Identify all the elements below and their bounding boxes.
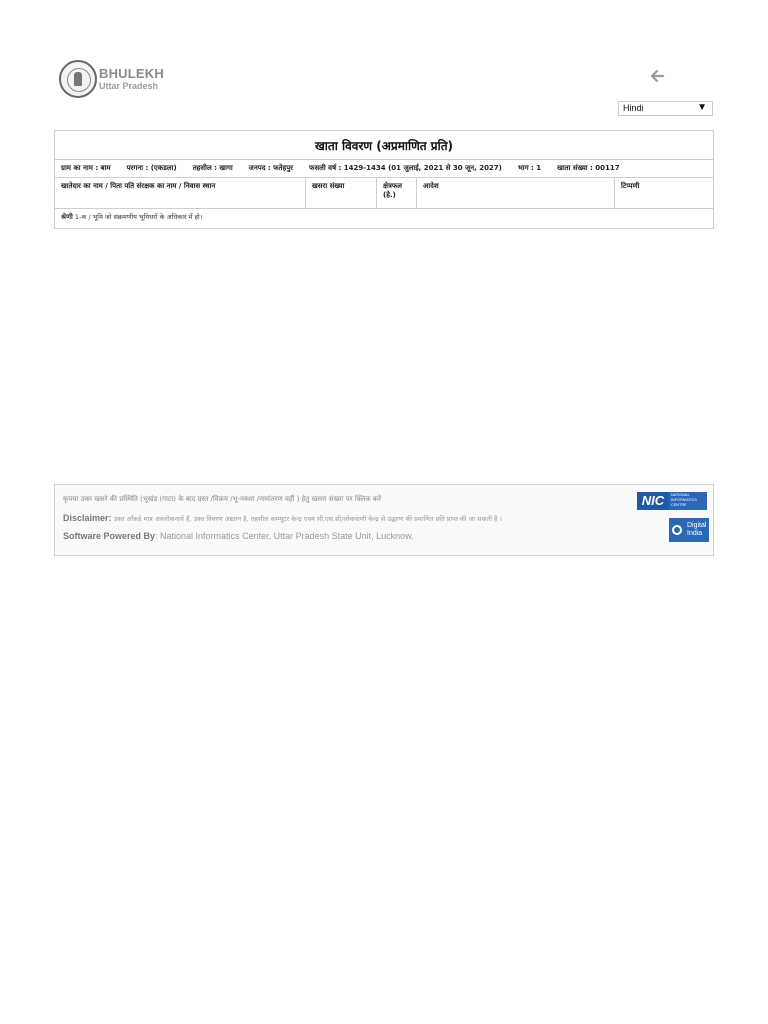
col-area: क्षेत्रफल (हे.) [377, 178, 417, 208]
disclaimer [63, 513, 502, 523]
disclaimer-text: उक्त आँकड़े मात्र अवलोकनार्थ हैं, उक्त विवरण अद्यतन है, तहसील कम्प्यूटर केन्द्र एवम सी.एस.सी/लोकवाणी केन्द्र से उद्धरण की प्रमाणित प्रति प्राप्त की जा सकती है । [113, 515, 503, 523]
col-khasra-number: खसरा संख्या [306, 178, 377, 208]
fasli-year: फसली वर्ष : 1429-1434 (01 जुलाई, 2021 से 30 जून, 2027) [309, 164, 502, 172]
language-selected: Hindi [623, 103, 644, 113]
category-label: श्रेणी [61, 213, 73, 221]
district: जनपद : फतेहपुर [248, 164, 294, 172]
village-name: ग्राम का नाम : बाम [61, 164, 111, 172]
language-select[interactable] [618, 101, 713, 116]
category-text: 1-क / भूमि जो संक्रमणीय भूमिधरों के अधिकार में हो। [74, 213, 203, 221]
col-remarks: टिप्पणी [621, 182, 640, 190]
khata-meta [55, 160, 713, 178]
table-header-row [55, 178, 713, 209]
khata-title: खाता विवरण (अप्रमाणित प्रति) [55, 131, 713, 160]
category-note [55, 209, 713, 228]
up-emblem-logo [59, 60, 97, 98]
nic-text: NATIONAL INFORMATICS CENTRE [669, 492, 707, 510]
col-holder-name: खातेदार का नाम / पिता पति संरक्षक का नाम / निवास स्थान [55, 178, 306, 208]
pargana: परगना : (एकडला) [126, 164, 177, 172]
nic-logo[interactable] [637, 492, 707, 510]
part: भाग : 1 [517, 164, 542, 172]
powered-by [63, 531, 414, 541]
brand-subtitle: Uttar Pradesh [99, 81, 159, 91]
page-footer [54, 484, 714, 556]
brand-title: BHULEKH [99, 66, 164, 81]
powered-text: : National Informatics Center, Uttar Pradesh State Unit, Lucknow. [155, 531, 414, 541]
col-order: आदेश [417, 178, 615, 208]
page-header [55, 58, 715, 128]
digital-india-logo[interactable]: Digital India [669, 518, 709, 542]
tehsil: तहसील : खागा [192, 164, 233, 172]
khasra-info-text: कृपया उक्त खसरे की प्रस्थिति (भूखंड (गाटा) के बाद ग्रस्त /विक्रय /भू-नक्शा /नामांतरण वहीं ) हेतु खसरा संख्या पर क्लिक करें [63, 495, 382, 503]
powered-label: Software Powered By [63, 531, 156, 541]
khata-number: खाता संख्या : 00117 [557, 164, 620, 172]
dropdown-arrow-icon: ▼ [697, 102, 707, 113]
khata-details-table [54, 130, 714, 229]
disclaimer-label: Disclaimer: [63, 513, 112, 523]
nic-mark: NIC [637, 492, 669, 510]
brand [99, 66, 164, 91]
arrow-left-icon[interactable] [649, 68, 665, 84]
